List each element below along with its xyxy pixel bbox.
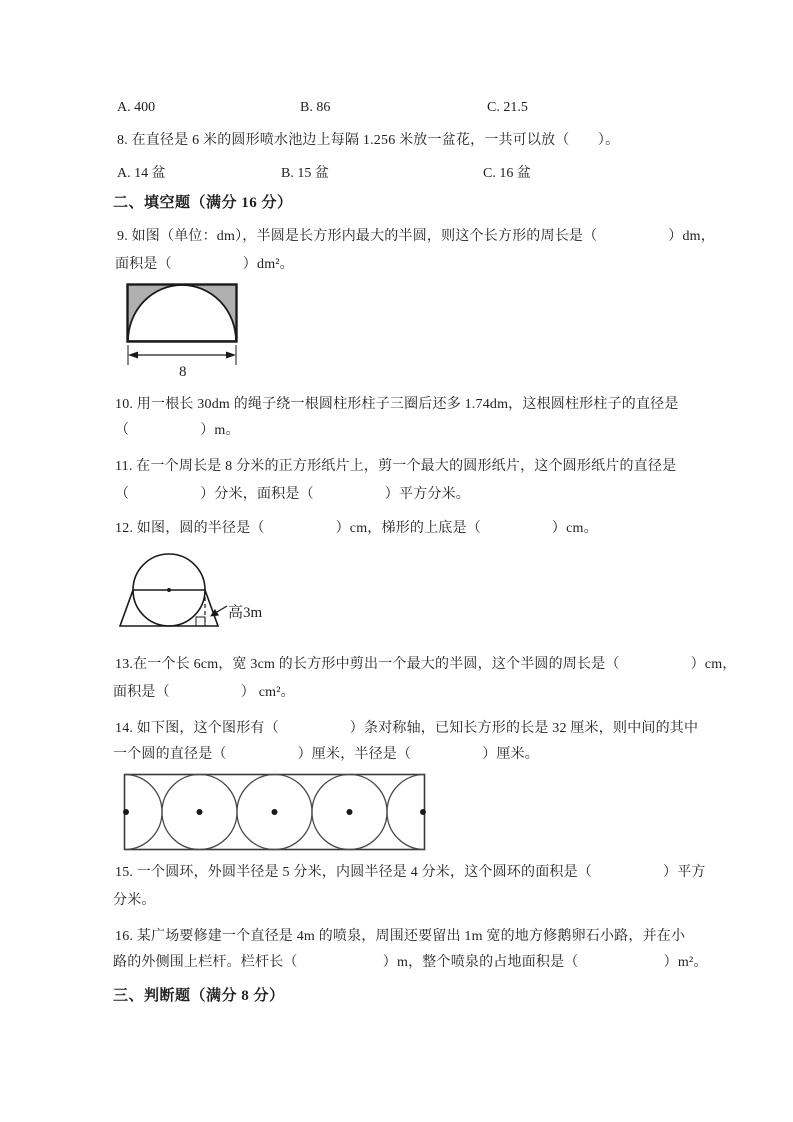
q7-option-a: A. 400 (117, 100, 156, 115)
left-semicircle (125, 775, 163, 850)
center-dot-3 (272, 809, 278, 815)
q7-option-c: C. 21.5 (487, 100, 528, 115)
question-9-line1: 9. 如图（单位：dm），半圆是长方形内最大的半圆，则这个长方形的周长是（ ）dm， (117, 229, 715, 244)
trapezoid-shape (120, 590, 218, 626)
section-3-heading: 三、判断题（满分 8 分） (113, 988, 285, 1004)
right-angle-mark (196, 617, 205, 626)
question-15-line1: 15. 一个圆环，外圆半径是 5 分米，内圆半径是 4 分米，这个圆环的面积是（ ）平方 (115, 865, 706, 880)
q7-option-b: B. 86 (300, 100, 331, 115)
question-16-line1: 16. 某广场要修建一个直径是 4m 的喷泉，周围还要留出 1m 宽的地方修鹅卵石小路，并在小 (115, 929, 686, 944)
dimension-arrowhead-left (128, 352, 138, 359)
question-8-text: 8. 在直径是 6 米的圆形喷水池边上每隔 1.256 米放一盆花，一共可以放（ ）。 (117, 133, 620, 148)
question-10-line1: 10. 用一根长 30dm 的绳子绕一根圆柱形柱子三圈后还多 1.74dm，这根圆柱形柱子的直径是 (115, 397, 679, 412)
question-12-line1: 12. 如图，圆的半径是（ ）cm，梯形的上底是（ ）cm。 (115, 521, 598, 536)
question-14-line1: 14. 如下图，这个图形有（ ）条对称轴，已知长方形的长是 32 厘米，则中间的其中 (115, 721, 699, 736)
center-dot-1 (123, 809, 129, 815)
question-11-line2: （ ）分米，面积是（ ）平方分米。 (115, 487, 470, 502)
right-semicircle (387, 775, 425, 850)
pointer-arrowhead (210, 609, 219, 617)
question-15-line2: 分米。 (113, 893, 156, 908)
q8-option-c: C. 16 盆 (483, 166, 531, 181)
figure-q12-circle-on-trapezoid (115, 549, 300, 641)
dimension-label: 8 (179, 364, 187, 379)
center-dot-5 (420, 809, 426, 815)
q8-option-a: A. 14 盆 (117, 166, 166, 181)
figure-q14-circles-in-rectangle (123, 773, 427, 853)
question-13-line1: 13.在一个长 6cm，宽 3cm 的长方形中剪出一个最大的半圆，这个半圆的周长是（ ）cm， (115, 657, 737, 672)
circle-center-dot (167, 588, 171, 592)
question-11-line1: 11. 在一个周长是 8 分米的正方形纸片上，剪一个最大的圆形纸片，这个圆形纸片的直径是 (115, 459, 677, 474)
center-dot-2 (197, 809, 203, 815)
height-label: 高3m (228, 605, 263, 621)
figure-q9-semicircle-in-rectangle (126, 283, 242, 379)
question-10-line2: （ ）m。 (115, 423, 240, 438)
question-16-line2: 路的外侧围上栏杆。栏杆长（ ）m，整个喷泉的占地面积是（ ）m²。 (113, 955, 708, 970)
q7-options-row (0, 100, 793, 121)
q8-options-row (0, 162, 793, 183)
section-2-heading: 二、填空题（满分 16 分） (113, 195, 293, 211)
center-dot-4 (347, 809, 353, 815)
q8-option-b: B. 15 盆 (281, 166, 329, 181)
question-14-line2: 一个圆的直径是（ ）厘米，半径是（ ）厘米。 (113, 747, 539, 762)
dimension-arrowhead-right (226, 352, 236, 359)
question-9-line2: 面积是（ ）dm²。 (115, 257, 294, 272)
question-13-line2: 面积是（ ） cm²。 (113, 685, 295, 700)
